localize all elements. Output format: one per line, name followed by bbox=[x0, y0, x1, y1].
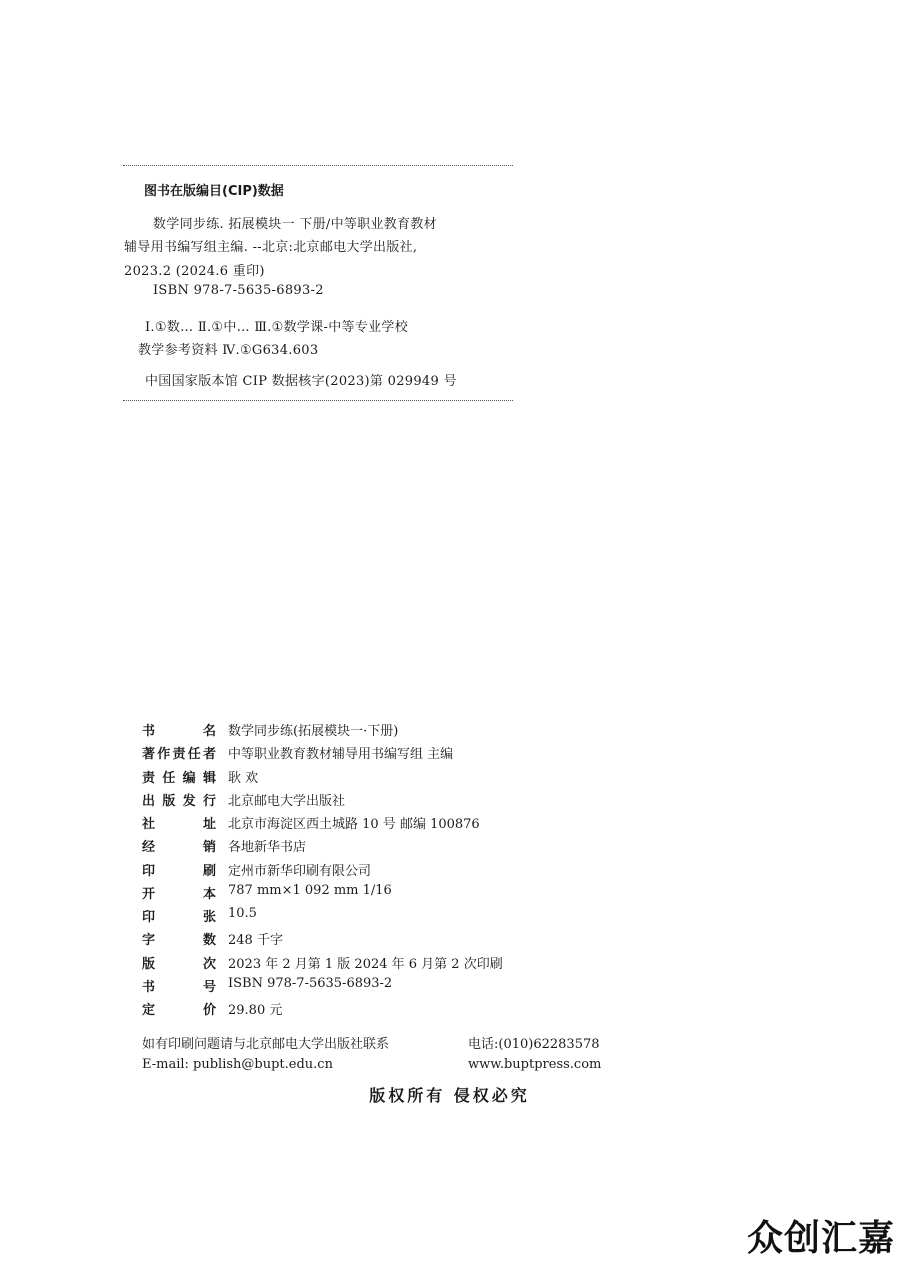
info-label bbox=[142, 813, 216, 832]
info-label-char: 责 bbox=[172, 747, 186, 763]
info-label bbox=[142, 860, 216, 879]
info-value: 北京邮电大学出版社 bbox=[228, 793, 346, 809]
info-value: 中等职业教育教材辅导用书编写组 主编 bbox=[228, 747, 454, 763]
watermark-logo: 众创汇嘉 bbox=[746, 1218, 895, 1259]
cip-classification-2: 教学参考资料 Ⅳ.①G634.603 bbox=[138, 343, 319, 358]
info-value: 787 mm×1 092 mm 1/16 bbox=[228, 882, 392, 898]
info-label-char: 编 bbox=[182, 770, 196, 786]
cip-isbn: ISBN 978-7-5635-6893-2 bbox=[153, 283, 324, 298]
info-label-char: 印 bbox=[142, 910, 156, 925]
info-value: 耿 欢 bbox=[228, 770, 259, 786]
info-value: 29.80 元 bbox=[228, 1003, 283, 1018]
info-label-char: 本 bbox=[202, 886, 216, 902]
info-label bbox=[142, 790, 216, 809]
info-label-char: 行 bbox=[202, 793, 216, 809]
info-label-char: 销 bbox=[202, 840, 216, 856]
info-label-char: 张 bbox=[202, 910, 216, 925]
info-value: 2023 年 2 月第 1 版 2024 年 6 月第 2 次印刷 bbox=[228, 956, 503, 972]
info-label bbox=[142, 976, 216, 995]
info-value: 北京市海淀区西土城路 10 号 邮编 100876 bbox=[228, 817, 480, 832]
cip-classification-1: Ⅰ.①数… Ⅱ.①中… Ⅲ.①数学课-中等专业学校 bbox=[145, 320, 409, 335]
info-label-char: 辑 bbox=[202, 770, 216, 786]
info-label-char: 数 bbox=[202, 933, 216, 949]
info-value: 数学同步练(拓展模块一·下册) bbox=[228, 724, 399, 739]
info-label-char: 版 bbox=[142, 956, 156, 972]
info-label-char: 任 bbox=[187, 747, 201, 763]
info-label-char: 号 bbox=[202, 979, 216, 995]
info-label bbox=[142, 743, 216, 762]
info-label bbox=[142, 767, 216, 786]
copyright-notice: 版权所有 侵权必究 bbox=[369, 1086, 530, 1105]
info-label-char: 责 bbox=[142, 770, 156, 786]
cip-line-2: 辅导用书编写组主编. --北京:北京邮电大学出版社, bbox=[124, 240, 418, 255]
cip-top-divider bbox=[123, 165, 513, 166]
email-address: E-mail: publish@bupt.edu.cn bbox=[142, 1057, 333, 1072]
info-label-char: 刷 bbox=[202, 863, 216, 879]
info-label bbox=[142, 836, 216, 855]
info-label-char: 发 bbox=[182, 793, 196, 809]
print-issue-contact: 如有印刷问题请与北京邮电大学出版社联系 bbox=[142, 1037, 390, 1052]
cip-title: 图书在版编目(CIP)数据 bbox=[144, 184, 284, 199]
info-label-char: 址 bbox=[202, 817, 216, 832]
info-label-char: 者 bbox=[202, 747, 216, 763]
info-label-char: 经 bbox=[142, 840, 156, 856]
cip-line-1: 数学同步练. 拓展模块一 下册/中等职业教育教材 bbox=[153, 217, 437, 232]
info-label bbox=[142, 883, 216, 902]
info-label-char: 任 bbox=[162, 770, 176, 786]
info-label bbox=[142, 720, 216, 739]
info-label-char: 出 bbox=[142, 793, 156, 809]
info-label-char: 著 bbox=[142, 747, 156, 763]
info-label bbox=[142, 953, 216, 972]
info-label-char: 作 bbox=[157, 747, 171, 763]
info-value: 定州市新华印刷有限公司 bbox=[228, 863, 372, 879]
info-label-char: 名 bbox=[202, 724, 216, 739]
info-label-char: 版 bbox=[162, 793, 176, 809]
info-value: 10.5 bbox=[228, 906, 257, 921]
info-label-char: 字 bbox=[142, 933, 156, 949]
info-label-char: 书 bbox=[142, 979, 156, 995]
info-value: ISBN 978-7-5635-6893-2 bbox=[228, 975, 393, 991]
info-value: 248 千字 bbox=[228, 933, 283, 949]
cip-bottom-divider bbox=[123, 400, 513, 401]
info-label-char: 定 bbox=[142, 1003, 156, 1018]
info-label bbox=[142, 999, 216, 1018]
phone-number: 电话:(010)62283578 bbox=[468, 1037, 600, 1052]
info-label-char: 社 bbox=[142, 817, 156, 832]
cip-line-3: 2023.2 (2024.6 重印) bbox=[124, 264, 265, 279]
info-label-char: 价 bbox=[202, 1003, 216, 1018]
info-value: 各地新华书店 bbox=[228, 840, 307, 856]
cip-record-number: 中国国家版本馆 CIP 数据核字(2023)第 029949 号 bbox=[145, 374, 457, 389]
info-label bbox=[142, 929, 216, 948]
info-label-char: 印 bbox=[142, 863, 156, 879]
info-label-char: 次 bbox=[202, 956, 216, 972]
info-label bbox=[142, 906, 216, 925]
website-url: www.buptpress.com bbox=[468, 1057, 602, 1072]
info-label-char: 开 bbox=[142, 886, 156, 902]
info-label-char: 书 bbox=[142, 724, 156, 739]
